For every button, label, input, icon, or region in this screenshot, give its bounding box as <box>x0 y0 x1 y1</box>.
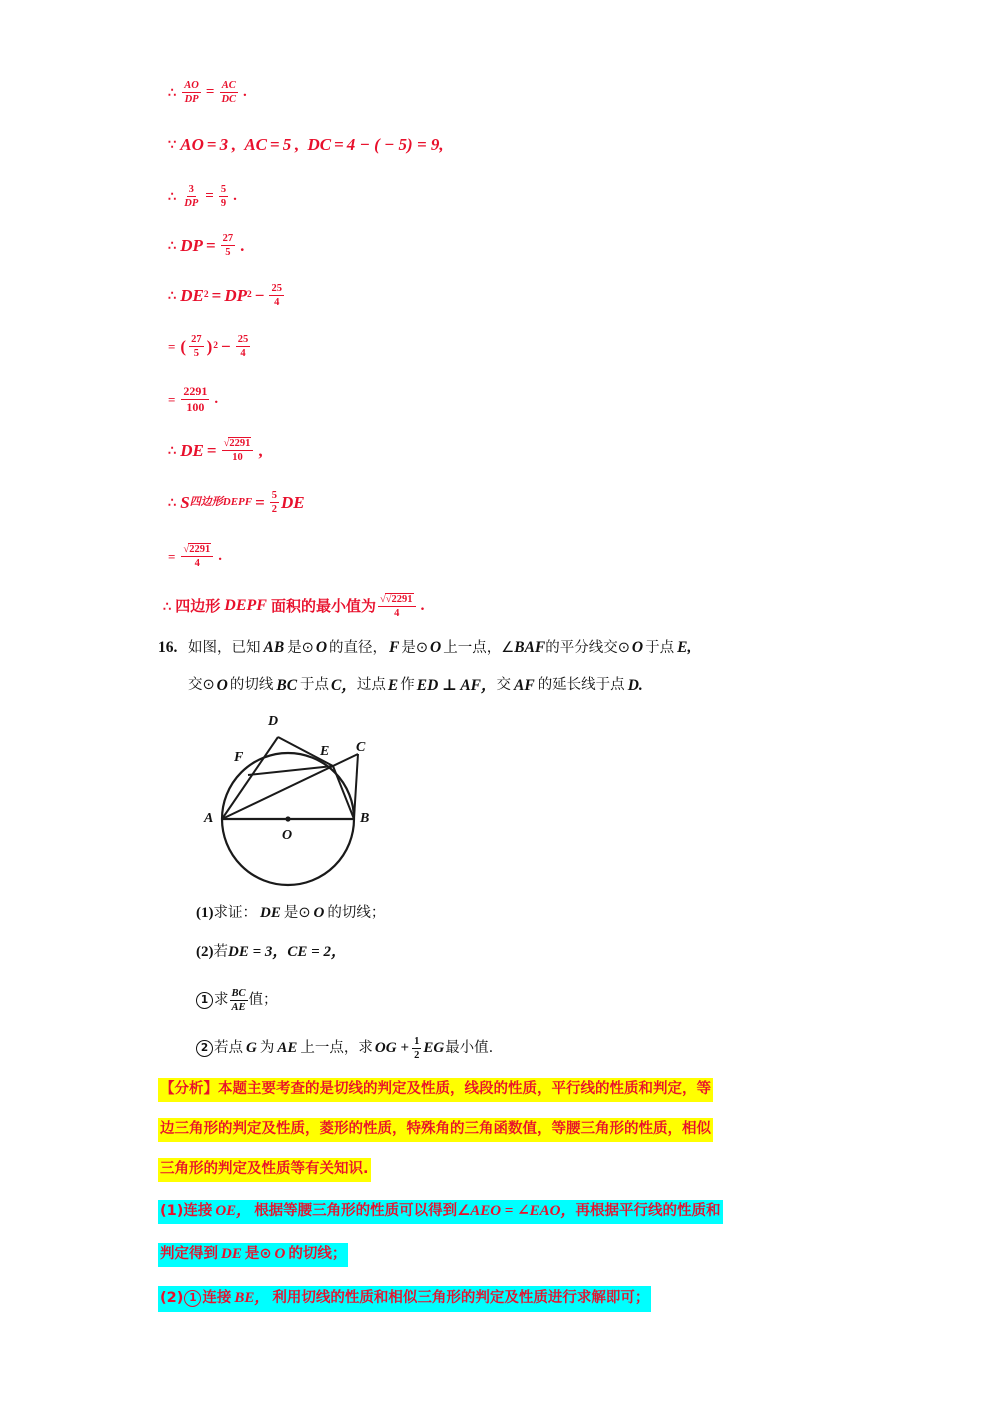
point-c: C， <box>331 676 357 694</box>
analysis-line-1 <box>158 1078 713 1102</box>
value-dp: DP <box>180 236 203 256</box>
step-text: 根据等腰三角形的性质可以得到∠ <box>254 1203 471 1220</box>
circle-o: O <box>216 676 228 694</box>
q-text: 的延长线于点 <box>537 677 625 693</box>
fraction-sqrt2291-10: $\frac{√2291}{10}$ <box>222 437 254 463</box>
subquestion-1 <box>196 906 385 921</box>
fraction-ac-dc: $\frac{AC}{DC}$ <box>221 80 237 106</box>
therefore-symbol: ∴ <box>168 495 177 511</box>
circle-o: O <box>313 905 325 921</box>
subq-text: 求证： <box>213 905 257 922</box>
equals-symbol: = <box>205 84 215 101</box>
segment-eg: EG <box>423 1040 445 1057</box>
point-f: F <box>389 639 400 656</box>
solution-step-9: ∴ S 四边形DEPF = $\frac{5}{2}$ DE <box>168 490 305 516</box>
point-label-B: B <box>360 811 370 826</box>
segment-de: DE <box>260 905 281 921</box>
step-text: 利用切线的性质和相似三角形的判定及性质进行求解即可； <box>272 1290 650 1307</box>
question-16-block <box>158 640 858 715</box>
segment-bc: BC <box>276 676 298 694</box>
subscript-quadrilateral: 四边形DEPF <box>189 496 253 509</box>
segment-fe-line <box>248 766 333 775</box>
value-ac: AC <box>244 135 268 154</box>
fraction-3-dp: $\frac{3}{DP}$ <box>184 184 199 210</box>
fraction-1-2: $\frac{1}{2}$ <box>414 1036 420 1062</box>
circle-diagram-svg <box>196 718 426 890</box>
q-text: 的切线 <box>229 677 274 693</box>
value-dc-expression: 4 − ( − 5) = 9, <box>346 135 444 154</box>
therefore-symbol: ∴ <box>168 442 177 458</box>
subq-prefix: (2) <box>196 944 214 960</box>
area-symbol-s: S <box>180 493 190 513</box>
solution-step-10: = $\frac{√2291}{4}$ . <box>168 544 222 570</box>
step-cyan-line-3 <box>158 1286 651 1312</box>
perpendicular-ed-af: ED ⊥ AF， <box>416 676 497 694</box>
subq-text: 值； <box>248 992 278 1009</box>
step-cyan-line-1 <box>158 1200 723 1224</box>
solution-step-1 <box>168 80 250 105</box>
equals-symbol: = <box>168 548 176 564</box>
step-text: 判定得到 <box>160 1246 218 1263</box>
circle-o: O <box>631 639 644 656</box>
equals-symbol: = <box>168 339 176 355</box>
fraction-sqrt2291-4: $\frac{√2291}{4}$ <box>181 543 213 569</box>
subquestion-2b <box>196 1036 493 1061</box>
point-label-A: A <box>204 811 214 826</box>
circled-number-2: 2 <box>196 1040 213 1057</box>
left-paren: ( <box>180 337 187 357</box>
angle-baf: BAF <box>514 639 546 656</box>
segment-eb-line <box>333 766 354 819</box>
question-number: 16. <box>158 639 178 656</box>
q-text: 是⊙ <box>401 639 429 656</box>
subquestion-2a <box>196 988 278 1013</box>
value-dp: DP <box>224 286 248 306</box>
point-g: G <box>246 1040 257 1057</box>
value-ao: AO <box>180 135 204 154</box>
exponent-2: 2 <box>213 340 219 351</box>
segment-ae: AE <box>277 1040 298 1057</box>
circled-number-1: 1 <box>196 992 213 1009</box>
fraction-5-2: $\frac{5}{2}$ <box>271 490 278 516</box>
geometry-figure <box>196 714 426 890</box>
value-de: DE <box>180 440 204 460</box>
plus-symbol: + <box>400 1040 410 1057</box>
fraction-sqrt2291-4: $\frac{√√2291}{4}$ <box>378 593 416 619</box>
subq-text: 若 <box>213 944 228 961</box>
angle-equality: AEO = ∠EAO， <box>470 1203 576 1219</box>
point-e: E, <box>677 639 692 656</box>
q-text: 于点 <box>300 677 330 693</box>
segment-af: AF <box>514 676 535 694</box>
step-cyan-line-2 <box>158 1243 348 1267</box>
sqrt-2291: √2291 <box>222 437 254 451</box>
q-text: 作 <box>400 677 415 693</box>
q-text: 的直径， <box>329 639 388 656</box>
q-text: 上一点，∠ <box>443 639 515 656</box>
therefore-symbol: ∴ <box>168 189 177 205</box>
subq-prefix: (1) <box>196 905 214 921</box>
point-label-F: F <box>234 750 244 765</box>
value-ao-number: 3 <box>219 135 229 154</box>
analysis-text: 边三角形的判定及性质，菱形的性质，特殊角的三角函数值，等腰三角形的性质，相似 <box>160 1121 711 1137</box>
sqrt-2291: √2291 <box>181 543 213 557</box>
q-text: 是⊙ <box>287 639 314 656</box>
center-point-o <box>285 816 290 821</box>
subquestion-2 <box>196 945 346 960</box>
therefore-symbol: ∴ <box>168 238 177 254</box>
given-values: DE = 3，CE = 2， <box>228 944 346 960</box>
solution-step-5: ∴ DE 2 = DP 2 − $\frac{25}{4}$ <box>168 283 282 309</box>
right-paren: ) <box>206 337 213 357</box>
solution-step-8: ∴ DE = $\frac{√2291}{10}$ , <box>168 438 263 464</box>
exponent-2: 2 <box>203 289 209 300</box>
solution-conclusion: ∴ 四边形 DEPF 面积的最小值为 $\frac{√√2291}{4}$ . <box>163 594 425 620</box>
question-16-line-1 <box>158 640 858 656</box>
segment-ab: AB <box>263 639 285 656</box>
subq-text: 的切线； <box>327 905 386 922</box>
segment-bc-tangent <box>354 754 358 819</box>
question-16-line-2 <box>158 678 858 694</box>
solution-step-4: ∴ DP = $\frac{27}{5}$ . <box>168 233 245 259</box>
solution-step-7: = $\frac{2291}{100}$ . <box>168 384 219 414</box>
analysis-line-2 <box>158 1118 713 1142</box>
therefore-symbol: ∴ <box>168 85 177 101</box>
segment-og: OG <box>374 1040 397 1057</box>
q-text: 过点 <box>356 677 386 693</box>
q-text: 交 <box>496 677 511 693</box>
conclusion-figure-label: DEPF <box>224 597 267 615</box>
step-text: (1)连接 <box>160 1203 213 1220</box>
q-text: 交⊙ <box>188 677 215 693</box>
subq-text: 为 <box>259 1040 275 1057</box>
segment-oe: OE， <box>215 1203 252 1219</box>
q-text: 如图，已知 <box>188 639 261 656</box>
conclusion-text-after: 面积的最小值为 <box>270 596 376 615</box>
analysis-text: 【分析】本题主要考查的是切线的判定及性质，线段的性质，平行线的性质和判定，等 <box>160 1081 711 1097</box>
because-symbol: ∵ <box>168 137 177 152</box>
step-text: 再根据平行线的性质和 <box>575 1203 721 1220</box>
analysis-line-3 <box>158 1158 371 1182</box>
q-text: 于点 <box>645 639 675 656</box>
sqrt-2291: √√2291 <box>378 593 416 607</box>
step-text: 是⊙ <box>244 1246 272 1263</box>
therefore-symbol: ∴ <box>163 598 172 614</box>
value-de: DE <box>180 286 204 306</box>
period: . <box>243 84 247 101</box>
fraction-25-4: $\frac{25}{4}$ <box>271 283 282 309</box>
fraction-25-4: $\frac{25}{4}$ <box>237 334 249 360</box>
step-text: 的切线； <box>288 1246 347 1263</box>
subq-text: 求 <box>214 992 229 1009</box>
step-text: 连接 <box>202 1290 232 1307</box>
circle-o: O <box>430 639 442 656</box>
point-label-O: O <box>282 828 293 843</box>
q-text: 的平分线交⊙ <box>545 639 630 656</box>
solution-step-6: = ( $\frac{27}{5}$ ) 2 − $\frac{25}{4}$ <box>168 334 249 360</box>
value-dc: DC <box>307 135 332 154</box>
subq-text: 是⊙ <box>283 905 311 922</box>
solution-step-2: ∵ AO = 3 , AC = 5 , DC = 4 − ( − 5) = 9, <box>168 135 444 154</box>
subq-text: 若点 <box>214 1040 243 1057</box>
segment-be: BE， <box>234 1290 270 1306</box>
fraction-27-5: $\frac{27}{5}$ <box>222 233 234 259</box>
fraction-27-5: $\frac{27}{5}$ <box>191 334 202 360</box>
point-d: D. <box>627 676 643 694</box>
subq-text: 上一点，求 <box>300 1040 373 1057</box>
analysis-text: 三角形的判定及性质等有关知识. <box>160 1161 369 1177</box>
fraction-5-9: $\frac{5}{9}$ <box>220 184 227 210</box>
fraction-bc-ae: $\frac{BC}{AE}$ <box>231 988 246 1014</box>
point-e: E <box>387 676 399 694</box>
point-label-E: E <box>320 744 330 759</box>
solution-step-3: ∴ $\frac{3}{DP}$ = $\frac{5}{9}$ . <box>168 184 237 210</box>
value-de: DE <box>281 493 305 513</box>
exponent-2: 2 <box>247 289 252 300</box>
circle-o: O <box>274 1246 286 1262</box>
subq-text: 最小值. <box>445 1040 494 1057</box>
point-label-D: D <box>268 714 279 729</box>
value-ac-number: 5 <box>282 135 292 154</box>
segment-de: DE <box>221 1246 242 1262</box>
step-text: (2) <box>160 1290 184 1307</box>
fraction-ao-dp: $\frac{AO}{DP}$ <box>184 80 199 106</box>
circle-o: O <box>315 639 328 656</box>
equals-symbol: = <box>168 391 176 407</box>
therefore-symbol: ∴ <box>168 288 177 304</box>
fraction-2291-100: $\frac{2291}{100}$ <box>183 384 208 414</box>
circled-number-1: 1 <box>184 1290 201 1307</box>
point-label-C: C <box>356 740 366 755</box>
conclusion-text-before: 四边形 <box>175 596 221 615</box>
